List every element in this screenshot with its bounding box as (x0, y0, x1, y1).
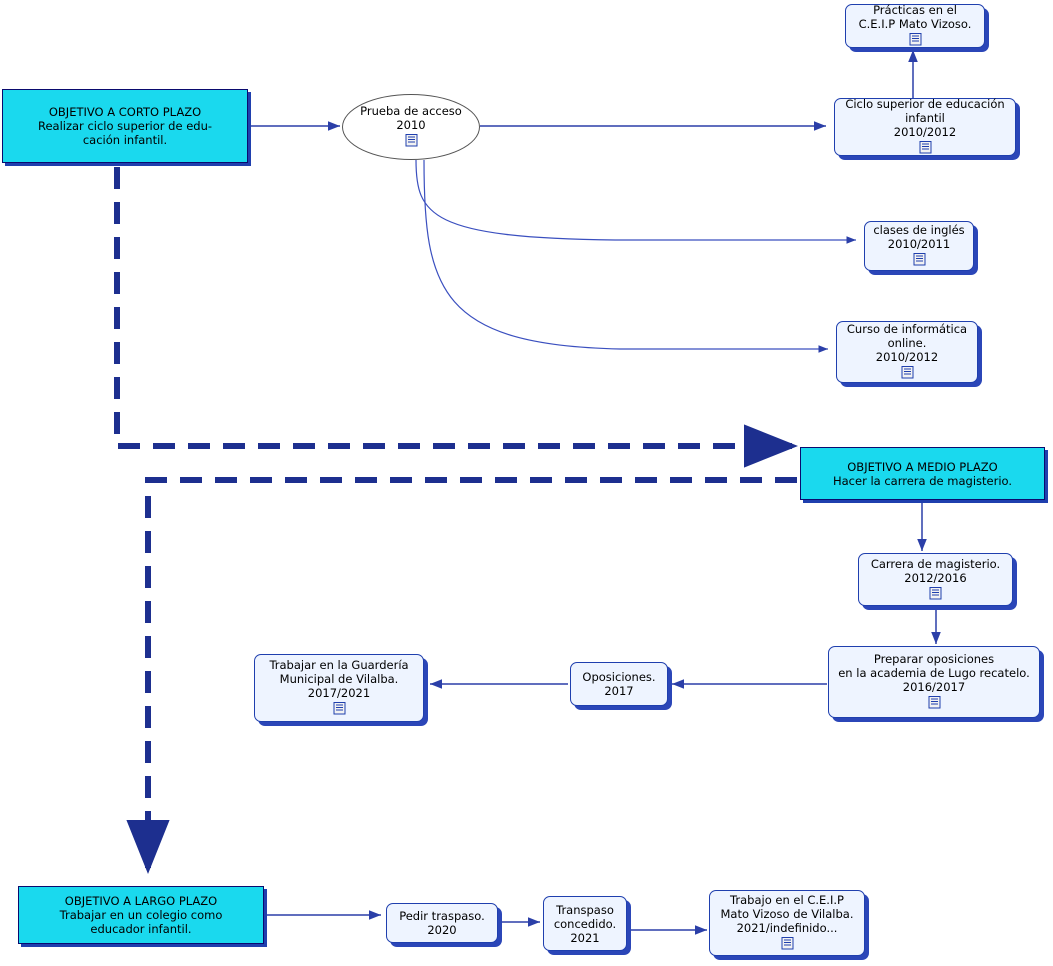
node-label: clases de inglés 2010/2011 (873, 223, 965, 251)
node-label: Trabajo en el C.E.I.P Mato Vizoso de Vilalba. 2021/indefinido... (720, 893, 854, 935)
node-label: OBJETIVO A LARGO PLAZO Trabajar en un colegio como educador infantil. (59, 894, 223, 936)
node-label: OBJETIVO A MEDIO PLAZO Hacer la carrera de magisterio. (832, 459, 1012, 488)
node-objetivo-corto-plazo[interactable] (2, 89, 248, 163)
document-icon (929, 587, 942, 603)
node-label: Prueba de acceso 2010 (360, 104, 462, 132)
node-label: Oposiciones. 2017 (582, 670, 656, 698)
node-label: Ciclo superior de educación infantil 2010/2012 (845, 97, 1005, 139)
node-label: Carrera de magisterio. 2012/2016 (870, 556, 1001, 585)
node-label: Preparar oposiciones en la academia de Lugo recatelo. 2016/2017 (838, 652, 1030, 694)
node-pedir-traspaso[interactable] (386, 903, 498, 943)
node-trabajar-guarderia-vilalba[interactable] (254, 654, 424, 722)
node-curso-informatica-online[interactable] (836, 321, 978, 383)
document-icon (901, 366, 914, 382)
node-label: Trabajar en la Guardería Municipal de Vilalba. 2017/2021 (269, 658, 409, 700)
node-label: Prácticas en el C.E.I.P Mato Vizoso. (858, 3, 972, 31)
node-preparar-oposiciones[interactable] (828, 646, 1040, 718)
document-icon (913, 253, 926, 269)
node-label: OBJETIVO A CORTO PLAZO Realizar ciclo superior de edu- cación infantil. (37, 105, 213, 147)
node-objetivo-medio-plazo[interactable] (800, 447, 1045, 500)
node-ciclo-superior-educacion-infantil[interactable] (834, 98, 1016, 156)
node-clases-de-ingles[interactable] (864, 221, 974, 271)
document-icon (781, 937, 794, 953)
document-icon (333, 702, 346, 718)
node-traspaso-concedido[interactable] (543, 896, 627, 951)
document-icon (909, 33, 922, 49)
document-icon (405, 134, 418, 150)
node-label: Transpaso concedido. 2021 (553, 902, 617, 945)
node-label: Pedir traspaso. 2020 (399, 909, 485, 937)
node-prueba-de-acceso[interactable] (342, 94, 480, 160)
node-oposiciones[interactable] (570, 662, 668, 706)
node-practicas-ceip-mato-vizoso[interactable] (845, 4, 985, 48)
node-label: Curso de informática online. 2010/2012 (846, 322, 968, 364)
node-objetivo-largo-plazo[interactable] (18, 886, 264, 944)
document-icon (928, 696, 941, 712)
node-carrera-de-magisterio[interactable] (858, 553, 1013, 606)
node-trabajo-ceip-mato-vizoso[interactable] (709, 890, 865, 956)
document-icon (919, 141, 932, 157)
